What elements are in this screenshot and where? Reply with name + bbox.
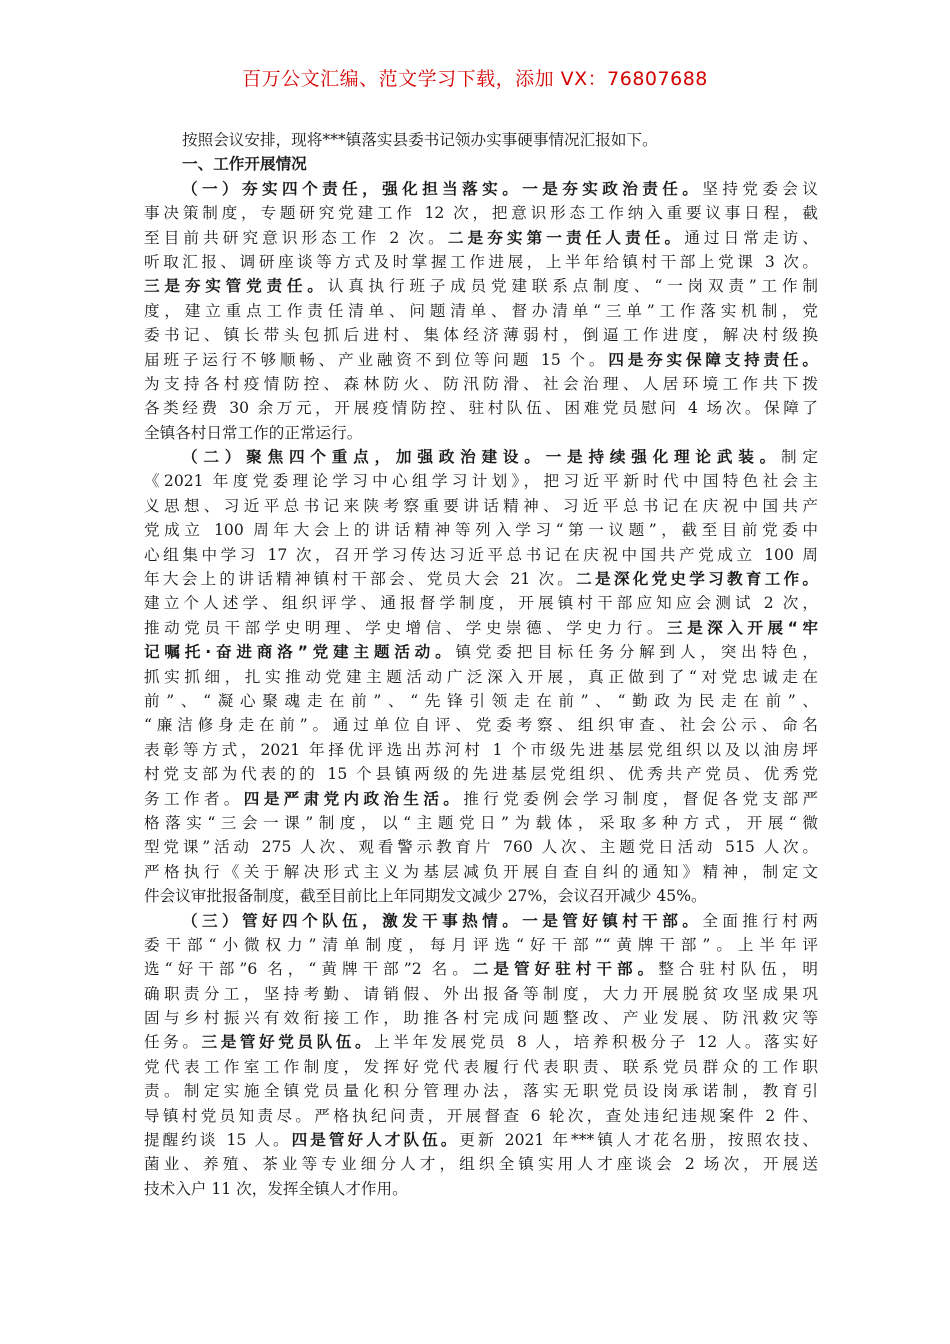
paragraph-line: 至目前共研究意识形态工作 2 次。二是夯实第一责任人责任。通过日常走访、 bbox=[144, 228, 818, 247]
paragraph-line: 确职责分工，坚持考勤、请销假、外出报备等制度，大力开展脱贫攻坚成果巩 bbox=[144, 984, 818, 1003]
section-heading: 一、工作开展情况 bbox=[182, 155, 307, 174]
paragraph-line: 导镇村党员知责尽。严格执纪问责，开展督查 6 轮次，查处违纪违规案件 2 件、 bbox=[144, 1106, 818, 1125]
paragraph-line: 年大会上的讲话精神镇村干部会、党员大会 21 次。二是深化党史学习教育工作。 bbox=[144, 570, 818, 589]
paragraph-line: 格落实“三会一课”制度，以“主题党日”为载体，采取多种方式，开展“微 bbox=[144, 813, 818, 832]
paragraph-line: 表彰等方式，2021 年择优评选出苏河村 1 个市级先进基层党组织以及以油房坪 bbox=[144, 740, 818, 759]
header-title: 百万公文汇编、范文学习下载，添加 VX：76807688 bbox=[242, 68, 708, 90]
paragraph-line: 提醒约谈 15 人。四是管好人才队伍。更新 2021 年***镇人才花名册，按照农技、 bbox=[144, 1131, 818, 1150]
paragraph-line: 委书记、镇长带头包抓后进村、集体经济薄弱村，倒逼工作进度，解决村级换 bbox=[144, 326, 818, 345]
paragraph-line: 务工作者。四是严肃党内政治生活。推行党委例会学习制度，督促各党支部严 bbox=[144, 789, 818, 808]
paragraph-line: 党代表工作室工作制度，发挥好党代表履行代表职责、联系党员群众的工作职 bbox=[144, 1057, 818, 1076]
paragraph-line: 事决策制度，专题研究党建工作 12 次，把意识形态工作纳入重要议事日程，截 bbox=[144, 204, 818, 223]
paragraph-line: （二）聚焦四个重点，加强政治建设。一是持续强化理论武装。制定 bbox=[182, 448, 818, 467]
intro-line: 按照会议安排，现将***镇落实县委书记领办实事硬事情况汇报如下。 bbox=[182, 131, 658, 149]
paragraph-line: 选“好干部”6 名，“黄牌干部”2 名。二是管好驻村干部。整合驻村队伍，明 bbox=[144, 960, 818, 979]
paragraph-line: 任务。三是管好党员队伍。上半年发展党员 8 人，培养积极分子 12 人。落实好 bbox=[144, 1033, 818, 1052]
paragraph-line: 推动党员干部学史明理、学史增信、学史崇德、学史力行。三是深入开展“牢 bbox=[144, 618, 818, 637]
paragraph-line: 届班子运行不够顺畅、产业融资不到位等问题 15 个。四是夯实保障支持责任。 bbox=[144, 350, 818, 369]
paragraph-line: 村党支部为代表的的 15 个县镇两级的先进基层党组织、优秀共产党员、优秀党 bbox=[144, 765, 818, 784]
paragraph-line: 抓实抓细，扎实推动党建主题活动广泛深入开展，真正做到了“对党忠诚走在 bbox=[144, 667, 818, 686]
paragraph-line: 听取汇报、调研座谈等方式及时掌握工作进展，上半年给镇村干部上党课 3 次。 bbox=[144, 252, 818, 271]
paragraph-line: 三是夯实管党责任。认真执行班子成员党建联系点制度、“一岗双责”工作制 bbox=[144, 277, 818, 296]
paragraph-line: 菌业、养殖、茶业等专业细分人才，组织全镇实用人才座谈会 2 场次，开展送 bbox=[144, 1155, 818, 1174]
paragraph-line: 各类经费 30 余万元，开展疫情防控、驻村队伍、困难党员慰问 4 场次。保障了 bbox=[144, 399, 818, 418]
paragraph-line: （一）夯实四个责任，强化担当落实。一是夯实政治责任。坚持党委会议 bbox=[182, 179, 818, 198]
paragraph-line: 型党课”活动 275 人次、观看警示教育片 760 人次、主题党日活动 515 人次。 bbox=[144, 838, 818, 857]
paragraph-line: 度，建立重点工作责任清单、问题清单、督办清单“三单”工作落实机制，党 bbox=[144, 301, 818, 320]
paragraph-line: “廉洁修身走在前”。通过单位自评、党委考察、组织审查、社会公示、命名 bbox=[144, 716, 818, 735]
paragraph-line: 全镇各村日常工作的正常运行。 bbox=[144, 423, 363, 442]
paragraph-line: 党成立 100 周年大会上的讲话精神等列入学习“第一议题”，截至目前党委中 bbox=[144, 521, 818, 540]
paragraph-line: 为支持各村疫情防控、森林防火、防汛防滑、社会治理、人居环境工作共下拨 bbox=[144, 374, 818, 393]
paragraph-line: 责。制定实施全镇党员量化积分管理办法，落实无职党员设岗承诺制，教育引 bbox=[144, 1082, 818, 1101]
paragraph-line: 前”、“凝心聚魂走在前”、“先锋引领走在前”、“勤政为民走在前”、 bbox=[144, 691, 818, 710]
paragraph-line: （三）管好四个队伍，激发干事热情。一是管好镇村干部。全面推行村两 bbox=[182, 911, 818, 930]
paragraph-line: 固与乡村振兴有效衔接工作，助推各村完成问题整改、产业发展、防汛救灾等 bbox=[144, 1009, 818, 1028]
paragraph-line: 件会议审批报备制度，截至目前比上年同期发文减少 27%，会议召开减少 45%。 bbox=[144, 887, 707, 906]
paragraph-line: 建立个人述学、组织评学、通报督学制度，开展镇村干部应知应会测试 2 次， bbox=[144, 594, 818, 613]
paragraph-line: 义思想、习近平总书记来陕考察重要讲话精神、习近平总书记在庆祝中国共产 bbox=[144, 496, 818, 515]
paragraph-line: 严格执行《关于解决形式主义为基层减负开展自查自纠的通知》精神，制定文 bbox=[144, 862, 818, 881]
paragraph-line: 心组集中学习 17 次，召开学习传达习近平总书记在庆祝中国共产党成立 100 周 bbox=[144, 545, 818, 564]
document-body bbox=[144, 128, 818, 1201]
paragraph-line: 技术入户 11 次，发挥全镇人才作用。 bbox=[144, 1179, 408, 1198]
paragraph-line: 记嘱托·奋进商洛”党建主题活动。镇党委把目标任务分解到人，突出特色， bbox=[144, 643, 818, 662]
paragraph-line: 《2021 年度党委理论学习中心组学习计划》，把习近平新时代中国特色社会主 bbox=[144, 472, 818, 491]
paragraph-line: 委干部“小微权力”清单制度，每月评选“好干部”“黄牌干部”。上半年评 bbox=[144, 935, 818, 954]
